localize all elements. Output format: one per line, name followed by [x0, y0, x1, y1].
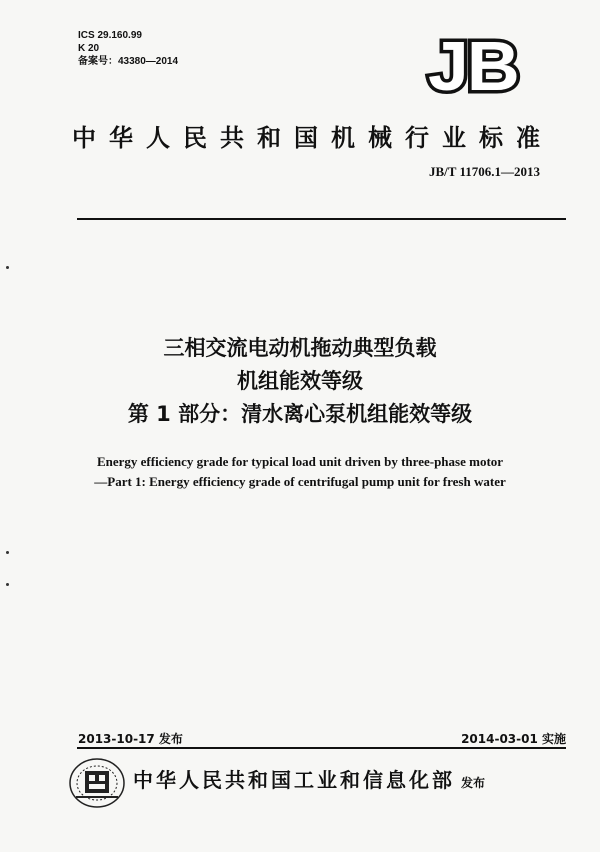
jb-logo	[428, 27, 540, 105]
implementation-date: 2014-03-01 实施	[461, 732, 566, 746]
issue-date: 2013-10-17 发布	[78, 732, 183, 746]
scan-mark	[6, 551, 9, 554]
ministry-emblem-icon	[68, 757, 126, 809]
en-title-line2: —Part 1: Energy efficiency grade of centrifugal pump unit for fresh water	[94, 474, 506, 489]
top-divider	[77, 218, 566, 220]
standard-category: 中华人民共和国机械行业标准	[72, 124, 553, 152]
cn-title-line1: 三相交流电动机拖动典型负载	[163, 336, 437, 360]
jb-logo-text: JB	[428, 27, 518, 105]
standard-code: JB/T 11706.1—2013	[428, 164, 540, 179]
ics-number: ICS 29.160.99	[78, 30, 142, 41]
cn-title-line2: 机组能效等级	[237, 369, 363, 393]
en-title-line1: Energy efficiency grade for typical load unit driven by three-phase motor	[96, 454, 504, 469]
filing-number: 备案号：43380—2014	[78, 56, 179, 67]
cn-title-line3: 第 1 部分：清水离心泵机组能效等级	[127, 402, 473, 426]
publish-word: 发布	[461, 776, 486, 790]
publisher	[133, 764, 485, 793]
scan-mark	[6, 583, 9, 586]
scan-mark	[6, 266, 9, 269]
ccs-number: K 20	[78, 43, 100, 54]
publisher-name: 中华人民共和国工业和信息化部	[133, 768, 455, 792]
bottom-divider	[77, 747, 566, 749]
